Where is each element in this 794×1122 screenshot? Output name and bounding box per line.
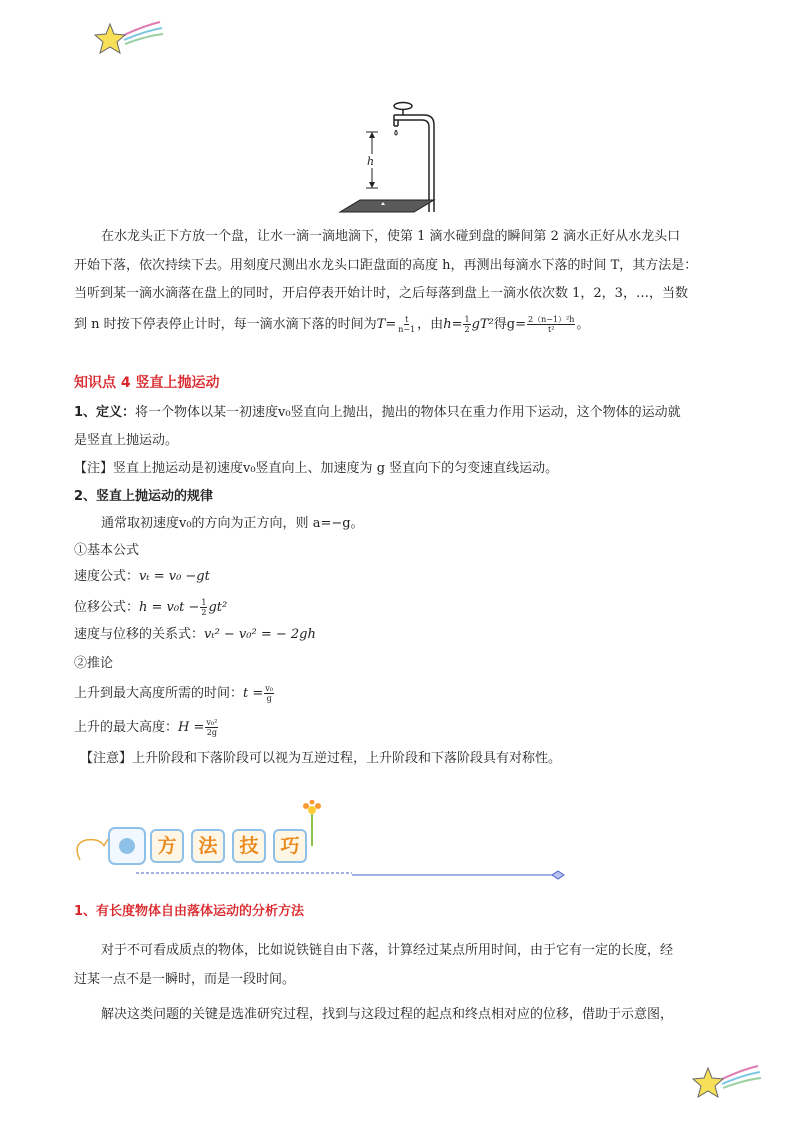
plate <box>340 200 434 212</box>
h-symbol: h <box>443 317 452 332</box>
banner-char-3: 技 <box>232 829 266 863</box>
equals-sign: = <box>515 317 527 332</box>
banner-char-2: 法 <box>191 829 225 863</box>
definition-label: 1、定义： <box>74 405 136 420</box>
star-decoration-icon <box>88 14 168 60</box>
circle-icon <box>110 829 144 863</box>
text-segment: 。 <box>576 317 590 332</box>
rise-time-fraction: $\frac{\text{v₀}}{g}$ <box>265 684 273 703</box>
equals-sign: = <box>451 317 463 332</box>
definition-line-2: 是竖直上抛运动。 <box>74 433 179 448</box>
speed-label: 速度公式： <box>74 569 140 584</box>
h-label: h <box>367 155 375 168</box>
method-title: 1、有长度物体自由落体运动的分析方法 <box>74 904 305 919</box>
relation-formula <box>74 626 316 644</box>
displacement-equation-part: gt² <box>208 600 228 615</box>
speed-formula <box>74 568 210 586</box>
displacement-label: 位移公式： <box>74 600 140 615</box>
max-height-lhs: H = <box>178 720 205 735</box>
rise-time-lhs: t = <box>243 686 264 701</box>
para-1-line-1: 在水龙头正下方放一个盘，让水一滴一滴地滴下，使第 1 滴水碰到盘的瞬间第 2 滴水正好从水龙头口 <box>101 229 681 244</box>
method-para-2-line-1: 解决这类问题的关键是选准研究过程，找到与这段过程的起点和终点相对应的位移，借助于示意图， <box>101 1007 674 1022</box>
max-height-label: 上升的最大高度： <box>74 720 179 735</box>
half-fraction: $\frac{1}{2}$ <box>201 598 207 617</box>
text-segment: 到 n 时按下停表停止计时，每一滴水滴下落的时间为 <box>74 317 377 332</box>
half-fraction: $\frac{1}{2}$ <box>464 315 470 334</box>
note-line: 【注】竖直上抛运动是初速度v₀竖直向上、加速度为 g 竖直向下的匀变速直线运动。 <box>74 461 559 476</box>
section-title-kp4: 知识点 4 竖直上抛运动 <box>74 375 220 391</box>
banner-char-1: 方 <box>150 829 184 863</box>
displacement-equation-part: h = v₀t − <box>139 600 200 615</box>
max-height-fraction: $\frac{\text{v₀²}}{2g}$ <box>206 718 218 737</box>
T-symbol: T <box>376 317 386 332</box>
para-1-line-3: 当听到某一滴水滴落在盘上的同时，开启停表开始计时，之后每落到盘上一滴水依次数 1，2，3，…，当数 <box>74 286 688 301</box>
attention-note: 【注意】上升阶段和下落阶段可以视为互逆过程，上升阶段和下落阶段具有对称性。 <box>80 751 562 766</box>
para-1-line-4 <box>74 312 589 338</box>
basic-formula-heading: ①基本公式 <box>74 543 140 558</box>
faucet-diagram <box>336 96 446 218</box>
speed-equation: vₜ = v₀ −gt <box>139 569 210 584</box>
faucet-handle-icon <box>394 103 412 110</box>
rise-time-formula <box>74 682 275 706</box>
displacement-formula <box>74 596 227 620</box>
law-intro: 通常取初速度v₀的方向为正方向，则 a=−g。 <box>101 516 364 531</box>
relation-equation: vₜ² − v₀² = − 2gh <box>204 627 316 642</box>
law-title: 2、竖直上抛运动的规律 <box>74 489 214 504</box>
water-drop-icon <box>395 130 398 135</box>
banner-number-badge <box>108 827 146 865</box>
text-segment: 得g <box>493 317 516 332</box>
method-para-1-line-1: 对于不可看成质点的物体，比如说铁链自由下落，计算经过某点所用时间，由于它有一定的长度，经 <box>101 943 674 958</box>
max-height-formula <box>74 716 219 740</box>
para-1-line-2: 开始下落，依次持续下去。用刻度尺测出水龙头口距盘面的高度 h，再测出每滴水下落的时间 T，其方法是： <box>74 258 698 273</box>
gT2-term: gT² <box>471 317 494 332</box>
text-segment: ，由 <box>417 317 444 332</box>
corollary-heading: ②推论 <box>74 656 114 671</box>
diamond-icon <box>552 871 564 879</box>
definition-line-1 <box>74 404 681 422</box>
definition-text: 将一个物体以某一初速度v₀竖直向上抛出，抛出的物体只在重力作用下运动，这个物体的运动就 <box>135 405 681 420</box>
relation-label: 速度与位移的关系式： <box>74 627 205 642</box>
rise-time-label: 上升到最大高度所需的时间： <box>74 686 244 701</box>
equals-sign: = <box>385 317 397 332</box>
t-over-n-minus-1-fraction: $\frac{t}{n-1}$ <box>398 315 416 334</box>
star-decoration-icon <box>686 1056 766 1102</box>
banner-char-4: 巧 <box>273 829 307 863</box>
g-formula-fraction: $\frac{\text{2（n−1）²h}}{\text{t²}}$ <box>528 315 575 334</box>
method-para-1-line-2: 过某一点不是一瞬时，而是一段时间。 <box>74 972 296 987</box>
